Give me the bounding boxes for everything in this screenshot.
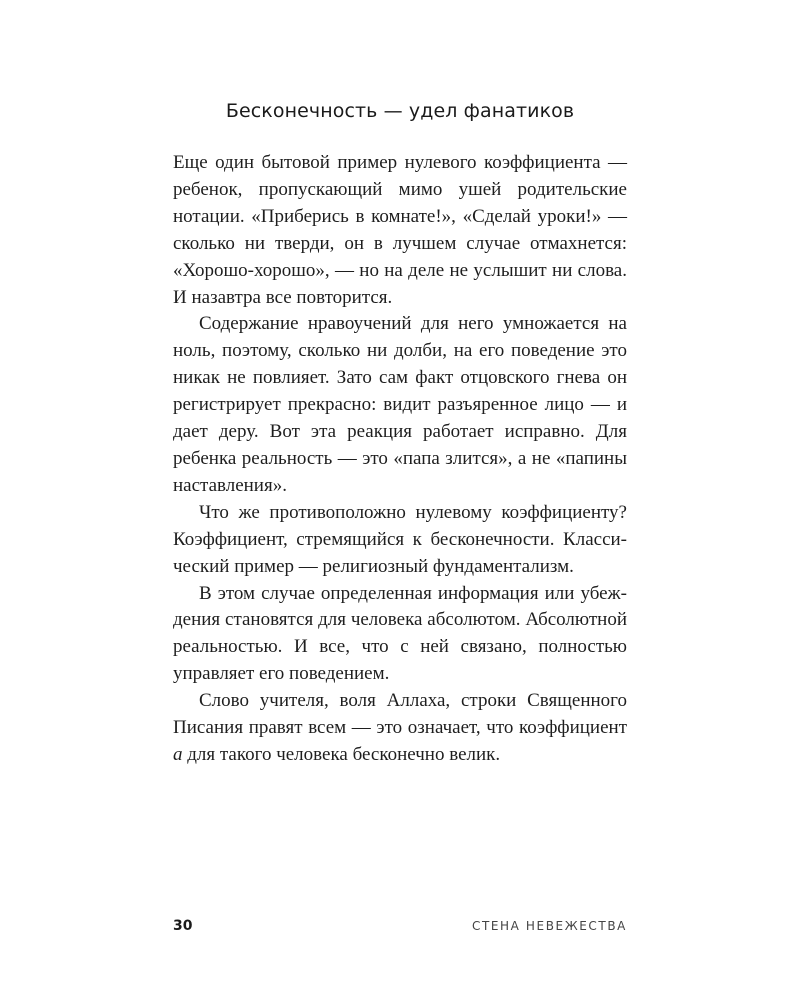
running-title: СТЕНА НЕВЕЖЕСТВА — [471, 919, 627, 933]
coefficient-symbol: a — [173, 743, 183, 765]
chapter-heading: Бесконечность — удел фанатиков — [225, 100, 575, 122]
body-text — [173, 150, 627, 769]
page-number: 30 — [173, 918, 193, 934]
paragraph-5-end: для такого человека бесконечно велик. — [182, 743, 501, 765]
paragraph-4: В этом случае определенная информация или убеждения становятся для человека абсолютом. Абсолютной реальностью. И все, что с ней связано, полностью управляет его поведением. — [173, 582, 627, 685]
paragraph-5-start: Слово учителя, воля Аллаха, строки Священного Писания правят всем — это означает, что коэффициент — [173, 690, 627, 739]
paragraph-5 — [173, 688, 627, 769]
paragraph-3: Что же противоположно нулевому коэффициенту? Коэффициент, стремящийся к бесконечности. Классический пример — религиозный фундаментализм. — [173, 501, 627, 577]
paragraph-2: Содержание нравоучений для него умножается на ноль, поэтому, сколько ни долби, на его поведение это никак не повлияет. Зато сам факт отцовского гнева он регистрирует прекрасно: видит разъяренное лицо — и дает деру. Вот эта реакция работает исправно. Для ребенка реальность — это «папа злится», а не «папины наставления». — [173, 313, 627, 496]
paragraph-1: Еще один бытовой пример нулевого коэффициента — ребенок, пропускающий мимо ушей родительские нотации. «Приберись в комнате!», «Сделай уроки!» — сколько ни тверди, он в лучшем случае отмахнется: «Хорошо-хорошо», — но на деле не услышит ни слова. И назавтра все повторится. — [173, 152, 627, 308]
